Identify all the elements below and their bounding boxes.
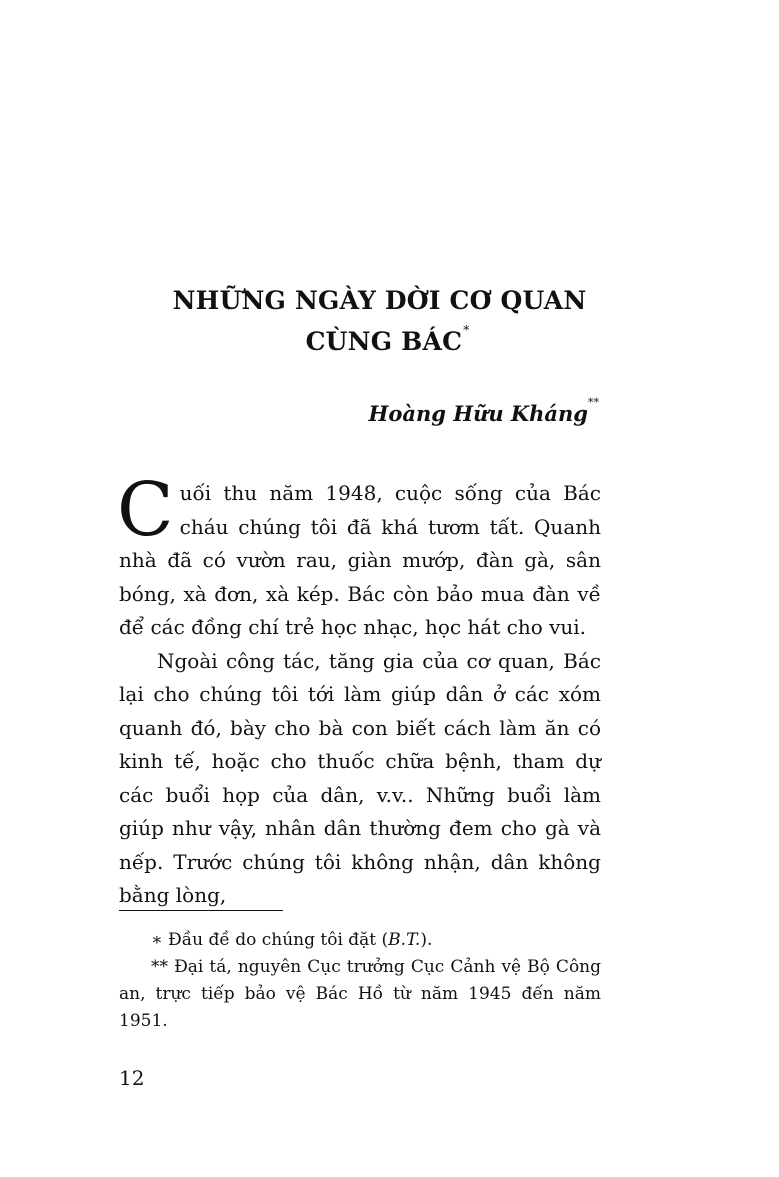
footnote-2-marker: ** [151, 957, 168, 977]
footnotes [119, 927, 601, 1035]
footnote-2-text: Đại tá, nguyên Cục trưởng Cục Cảnh vệ Bộ Công an, trực tiếp bảo vệ Bác Hồ từ năm 1945 đến năm 1951. [119, 957, 602, 1031]
chapter-title-line-2 [0, 323, 777, 356]
chapter-title-line-2-text: CÙNG BÁC [305, 327, 463, 356]
footnote-1-text: Đầu đề do chúng tôi đặt ( [167, 930, 389, 950]
title-footnote-marker: * [463, 323, 470, 337]
footnote-1-italic: B.T. [388, 930, 421, 950]
footnote-2 [119, 954, 601, 1035]
footnote-1-marker: ∗ [151, 930, 163, 950]
drop-cap: C [117, 467, 174, 553]
chapter-title-line-1: NHỮNG NGÀY DỜI CƠ QUAN [172, 286, 587, 315]
paragraph-1-text: uối thu năm 1948, cuộc sống của Bác cháu chúng tôi đã khá tươm tất. Quanh nhà đã có vườn rau, giàn mướp, đàn gà, sân bóng, xà đơn, xà kép. Bác còn bảo mua đàn về để các đồng chí trẻ học nhạc, học hát cho vui. [119, 481, 601, 639]
body-text [117, 467, 601, 913]
author-footnote-marker: ** [588, 396, 599, 409]
footnote-1-text-end: ). [420, 930, 433, 950]
paragraph-1 [117, 467, 601, 645]
page-number: 12 [119, 1066, 145, 1090]
paragraph-2: Ngoài công tác, tăng gia của cơ quan, Bác lại cho chúng tôi tới làm giúp dân ở các xóm quanh đó, bày cho bà con biết cách làm ăn có kinh tế, hoặc cho thuốc chữa bệnh, tham dự các buổi họp của dân, v.v.. Những buổi làm giúp như vậy, nhân dân thường đem cho gà và nếp. Trước chúng tôi không nhận, dân không bằng lòng, [119, 648, 601, 907]
footnote-divider [119, 910, 283, 911]
footnote-1 [119, 927, 601, 954]
author-name: Hoàng Hữu Kháng [368, 401, 588, 426]
author-byline [368, 396, 600, 426]
